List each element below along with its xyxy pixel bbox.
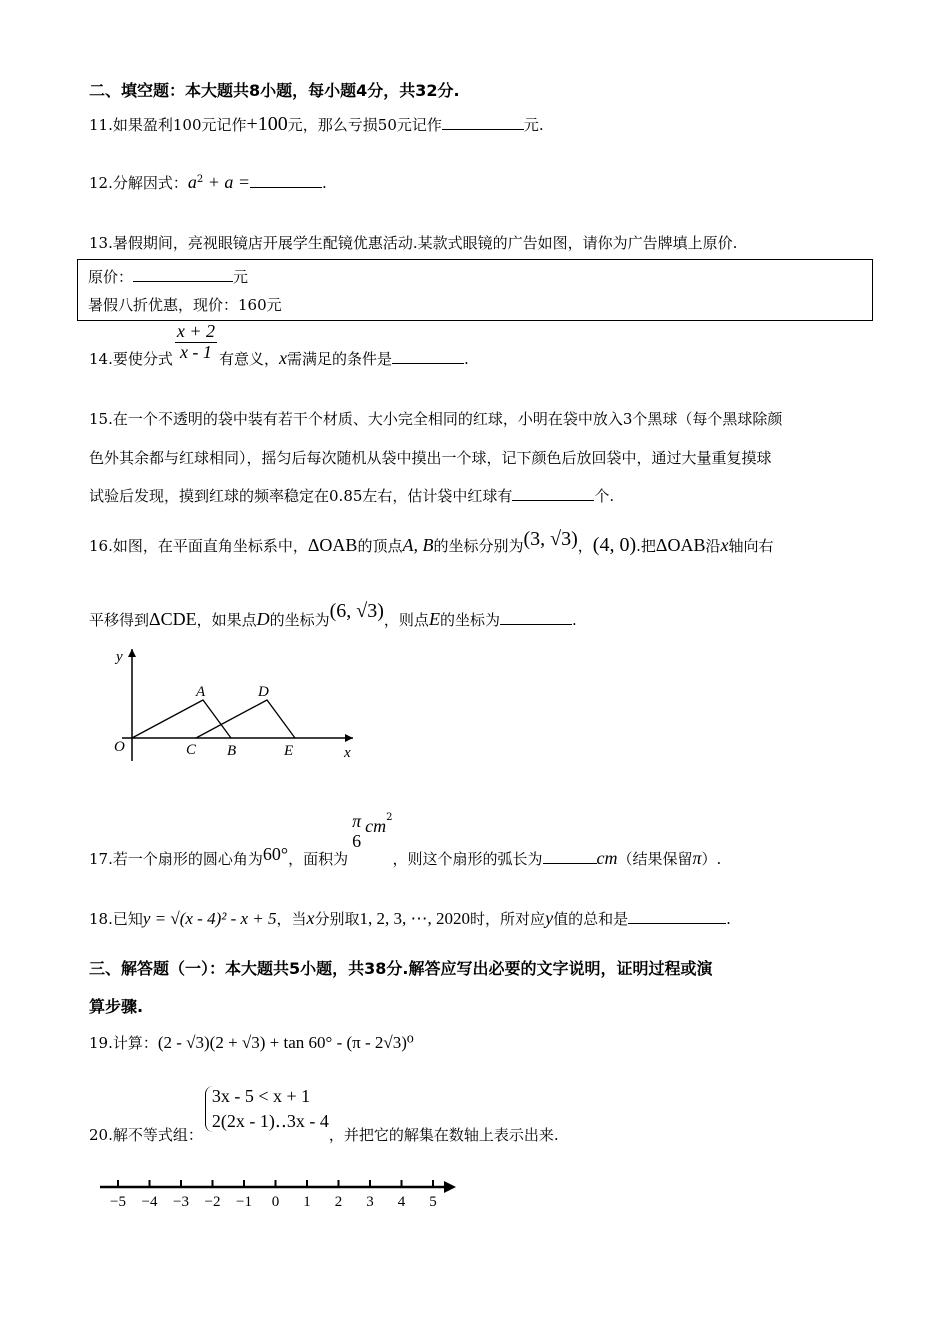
q18-answer-blank[interactable]	[628, 909, 726, 924]
number-line-label: −5	[110, 1194, 126, 1210]
q16-l2-p3: 的坐标为	[269, 611, 330, 629]
q16-l2-p4: ，则点	[383, 611, 429, 629]
q13-answer-blank[interactable]	[133, 267, 233, 282]
q17-p3: ，则这个扇形的弧长为	[392, 849, 543, 868]
q16-d: D	[256, 609, 270, 629]
q16-answer-blank[interactable]	[500, 610, 572, 625]
question-18	[89, 908, 731, 929]
q17-p2: ，面积为	[288, 849, 349, 868]
q16-p2: 的顶点	[357, 537, 403, 555]
q16-l2-p5: 的坐标为	[439, 611, 500, 629]
label-o: O	[114, 739, 125, 755]
question-16-line-1	[89, 528, 774, 557]
q18-p1: 18.已知	[89, 910, 143, 928]
q18-x: x	[306, 908, 315, 928]
q11-suffix: 元.	[523, 116, 544, 134]
q14-var: x	[279, 348, 288, 369]
q16-triangle-oab-2: ΔOAB	[655, 535, 706, 555]
q16-p5: 沿	[705, 537, 721, 555]
number-line-label: 0	[271, 1194, 280, 1210]
q18-p5: 值的总和是	[553, 910, 629, 928]
q17-p5: ）.	[701, 849, 722, 868]
q15-suffix: 个.	[594, 487, 615, 505]
question-15-line-2: 色外其余都与红球相同），摇匀后每次随机从袋中摸出一个球，记下颜色后放回袋中，通过大量重复摸球	[89, 449, 772, 467]
y-axis-arrow	[128, 649, 136, 657]
q16-e: E	[428, 609, 440, 629]
q16-coordinate-figure	[108, 643, 368, 763]
question-16-line-2	[89, 600, 577, 631]
q16-l2-p1: 平移得到	[89, 611, 150, 629]
q14-fraction	[175, 322, 217, 363]
q14-numerator: x + 2	[176, 321, 215, 341]
advertisement-box	[77, 259, 873, 321]
section-2-heading: 二、填空题：本大题共8小题，每小题4分，共32分.	[89, 81, 460, 100]
q11-mid: 元，那么亏损50元记作	[287, 116, 442, 134]
question-13: 13.暑假期间，亮视眼镜店开展学生配镜优惠活动.某款式眼镜的广告如图，请你为广告牌填上原价.	[89, 234, 738, 252]
q12-suffix: .	[322, 174, 327, 192]
q18-suffix: .	[726, 910, 731, 928]
number-line-label: 2	[334, 1194, 343, 1210]
ad-price-unit: 元	[233, 268, 249, 286]
q17-pi: π	[352, 811, 362, 831]
section-3-heading-line-2: 算步骤.	[89, 997, 144, 1016]
q12-math-rest: + a =	[203, 172, 251, 192]
ad-original-price	[88, 266, 248, 287]
q16-p6: 轴向右	[728, 537, 774, 555]
question-12	[89, 172, 327, 193]
q12-answer-blank[interactable]	[250, 173, 322, 188]
x-axis-arrow	[345, 734, 353, 742]
q16-triangle-oab: ΔOAB	[307, 535, 358, 555]
number-line-label: 1	[303, 1194, 311, 1210]
q16-p1: 16.如图，在平面直角坐标系中，	[89, 537, 308, 555]
label-e: E	[284, 743, 294, 759]
q14-rest: 需满足的条件是	[287, 350, 393, 369]
label-y: y	[116, 649, 123, 665]
q16-coord-a: (3, √3)	[523, 528, 578, 550]
number-line-label: −1	[236, 1194, 252, 1210]
q12-math-a: a	[187, 172, 197, 192]
number-line[interactable]	[98, 1170, 463, 1212]
q18-values: 1, 2, 3, ⋯, 2020	[359, 909, 471, 928]
q12-prefix: 12.分解因式：	[89, 174, 188, 192]
q16-p3: 的坐标分别为	[433, 537, 524, 555]
q18-p2: ，当	[276, 910, 307, 928]
q15-answer-blank[interactable]	[512, 486, 594, 501]
q17-unit-2: cm	[596, 847, 618, 868]
q20-inequality-2: 2(2x - 1)‥3x - 4	[211, 1111, 329, 1131]
q16-p4: .把	[636, 537, 656, 555]
q17-p4: （结果保留	[617, 849, 693, 868]
q17-pi-2: π	[692, 847, 702, 868]
ad-price-label: 原价：	[88, 268, 134, 286]
ad-discount-line: 暑假八折优惠，现价：160元	[88, 296, 282, 314]
question-11	[89, 113, 544, 136]
q17-six: 6	[352, 830, 362, 851]
q17-angle: 60°	[262, 843, 289, 864]
number-line-label: −2	[204, 1194, 221, 1210]
q14-suffix: .	[464, 350, 469, 369]
q18-expression: y = √(x - 4)² - x + 5	[142, 909, 277, 928]
q15-line3-prefix: 试验后发现，摸到红球的频率稳定在0.85左右，估计袋中红球有	[89, 487, 513, 505]
q14-prefix: 14.要使分式	[89, 350, 173, 369]
number-line-label: 5	[429, 1194, 437, 1210]
question-14	[89, 321, 469, 369]
q16-l2-suffix: .	[571, 611, 577, 629]
q19-prefix: 19.计算：	[89, 1034, 158, 1052]
number-line-label: −3	[173, 1194, 189, 1210]
q11-prefix: 11.如果盈利100元记作	[89, 116, 247, 134]
question-15-line-1: 15.在一个不透明的袋中装有若干个材质、大小完全相同的红球，小明在袋中放入3个黑球（每个黑球除颜	[89, 410, 783, 428]
q14-denominator: x - 1	[179, 341, 212, 362]
label-a: A	[196, 684, 206, 700]
q17-p1: 17.若一个扇形的圆心角为	[89, 849, 263, 868]
q18-p3: 分别取	[314, 910, 360, 928]
number-line-label: −4	[141, 1194, 158, 1210]
q17-unit: cm	[365, 815, 387, 836]
triangle-oab	[132, 700, 231, 738]
q11-math: +100	[246, 113, 288, 135]
question-15-line-3	[89, 485, 614, 506]
q16-x: x	[720, 535, 729, 555]
q16-coord-d: (6, √3)	[329, 600, 384, 622]
q17-area-fraction	[350, 812, 363, 852]
q14-mid: 有意义，	[219, 350, 280, 369]
label-b: B	[227, 743, 237, 759]
q12-sup: 2	[196, 174, 204, 185]
question-17	[89, 811, 722, 868]
section-3-heading-line-1: 三、解答题（一）：本大题共5小题，共38分.解答应写出必要的文字说明，证明过程或演	[89, 959, 713, 978]
q16-l2-p2: ，如果点	[196, 611, 257, 629]
question-20	[89, 1086, 559, 1144]
q11-answer-blank[interactable]	[442, 115, 524, 130]
q20-suffix: ，并把它的解集在数轴上表示出来.	[328, 1126, 559, 1144]
q16-sep: ，	[577, 537, 593, 555]
label-x: x	[344, 745, 351, 761]
q16-triangle-cde: ΔCDE	[149, 609, 197, 629]
q16-ab: A, B	[402, 535, 434, 555]
question-19	[89, 1032, 414, 1053]
q19-expression: (2 - √3)(2 + √3) + tan 60° - (π - 2√3)⁰	[157, 1033, 414, 1052]
number-line-arrow	[444, 1181, 456, 1193]
number-line-label: 3	[366, 1194, 374, 1210]
q20-prefix: 20.解不等式组：	[89, 1126, 203, 1144]
q18-y: y	[545, 908, 554, 928]
q16-coord-b: (4, 0)	[592, 534, 637, 556]
q20-system	[205, 1086, 329, 1132]
q17-answer-blank[interactable]	[543, 849, 597, 864]
q18-p4: 时，所对应	[470, 910, 546, 928]
q14-answer-blank[interactable]	[392, 349, 464, 364]
triangle-cde	[196, 700, 295, 738]
label-c: C	[186, 742, 197, 758]
q17-unit-sup: 2	[386, 811, 393, 823]
number-line-label: 4	[397, 1194, 406, 1210]
q20-inequality-1: 3x - 5 < x + 1	[211, 1086, 311, 1106]
label-d: D	[258, 684, 269, 700]
